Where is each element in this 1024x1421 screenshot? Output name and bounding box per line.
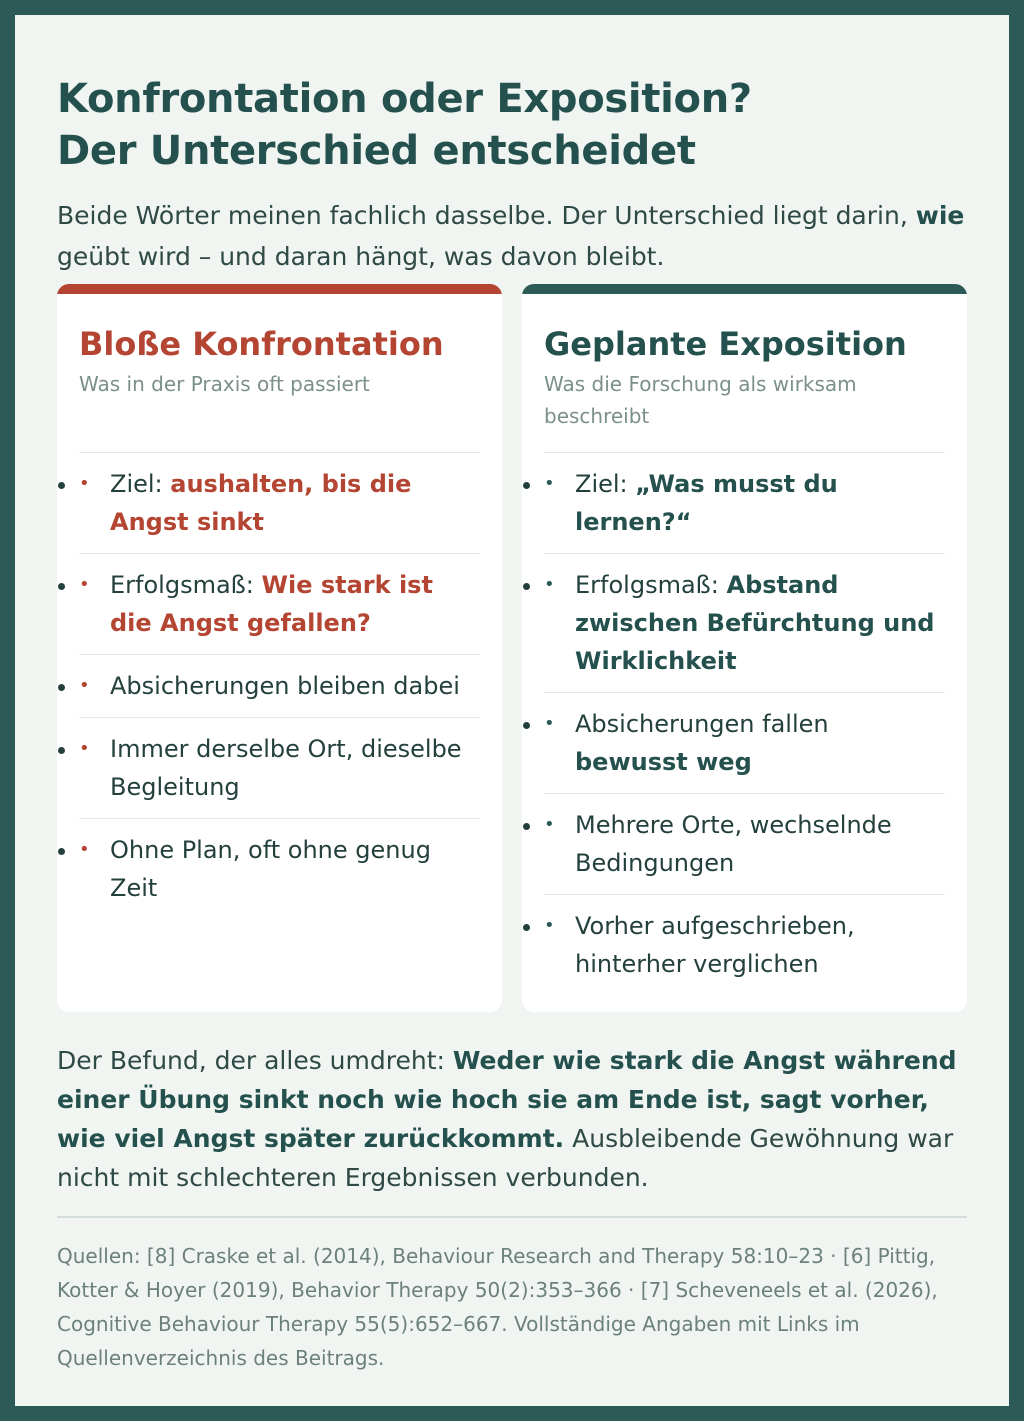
- list-item: [79, 553, 480, 654]
- list-item: [79, 818, 480, 919]
- title-line-2: Der Unterschied entscheidet: [57, 128, 696, 174]
- bullet-icon: • •: [79, 839, 90, 860]
- sources-text: Quellen: [8] Craske et al. (2014), Behaviour Research and Therapy 58:10–23 · [6] Pittig, Kotter & Hoyer (2019), Behavior Therapy 50(2):353–366 · [7] Scheveneels et al. (2026), Cognitive Behaviour Therapy 55(5):652–667. Vollständige Angaben mit Links im Quellenverzeichnis des Beitrags.: [57, 1244, 938, 1370]
- divider: [57, 1216, 967, 1218]
- bullet-icon: • •: [79, 574, 90, 595]
- item-emphasis: Wie stark ist die Angst gefallen?: [110, 571, 433, 637]
- comparison-list: [544, 452, 945, 995]
- intro-text: [57, 195, 977, 277]
- title-line-1: Konfrontation oder Exposition?: [57, 76, 752, 122]
- infographic-card: [15, 15, 1009, 1406]
- column-subtitle: Was die Forschung als wirksam beschreibt: [544, 372, 857, 428]
- list-item: [79, 654, 480, 717]
- column-exposition: [522, 284, 967, 1012]
- list-item: [544, 692, 945, 793]
- bullet-icon: • •: [79, 675, 90, 696]
- item-text: Absicherungen bleiben dabei: [110, 672, 460, 700]
- column-subtitle: Was in der Praxis oft passiert: [79, 372, 370, 396]
- page-title: [57, 73, 967, 177]
- column-title: Geplante Exposition: [544, 325, 907, 363]
- item-text: Ziel:: [575, 470, 636, 498]
- bullet-icon: • •: [544, 574, 555, 595]
- item-emphasis: „Was musst du lernen?“: [575, 470, 838, 536]
- bullet-icon: • •: [544, 915, 555, 936]
- item-emphasis: aushalten, bis die Angst sinkt: [110, 470, 412, 536]
- item-text: Ziel:: [110, 470, 171, 498]
- finding-text: [57, 1041, 977, 1197]
- bullet-icon: • •: [544, 713, 555, 734]
- bullet-icon: • •: [544, 814, 555, 835]
- column-title: Bloße Konfrontation: [79, 325, 444, 363]
- item-text: Erfolgsmaß:: [575, 571, 727, 599]
- list-item: [544, 793, 945, 894]
- item-text: Mehrere Orte, wechselnde Bedingungen: [575, 811, 892, 877]
- column-accent-bar: [57, 284, 502, 294]
- column-accent-bar: [522, 284, 967, 294]
- list-item: [79, 717, 480, 818]
- intro-part-1: Beide Wörter meinen fachlich dasselbe. Der Unterschied liegt darin,: [57, 201, 916, 230]
- item-emphasis: Abstand zwischen Befürchtung und Wirklichkeit: [575, 571, 935, 675]
- list-item: [79, 452, 480, 553]
- finding-emphasis: Weder wie stark die Angst während einer Übung sinkt noch wie hoch sie am Ende ist, sagt vorher, wie viel Angst später zurückkommt.: [57, 1046, 957, 1153]
- bullet-icon: • •: [544, 473, 555, 494]
- item-emphasis: bewusst weg: [575, 748, 752, 776]
- finding-part-2: Ausbleibende Gewöhnung war nicht mit schlechteren Ergebnissen verbunden.: [57, 1124, 954, 1192]
- list-item: [544, 553, 945, 692]
- bullet-icon: • •: [79, 473, 90, 494]
- item-text: Ohne Plan, oft ohne genug Zeit: [110, 836, 431, 902]
- list-item: [544, 894, 945, 995]
- intro-part-2: geübt wird – und daran hängt, was davon bleibt.: [57, 242, 665, 271]
- item-text: Erfolgsmaß:: [110, 571, 262, 599]
- intro-emphasis: wie: [915, 201, 965, 230]
- bullet-icon: • •: [79, 738, 90, 759]
- comparison-list: [79, 452, 480, 919]
- column-konfrontation: [57, 284, 502, 1012]
- item-text: Vorher aufgeschrieben, hinterher verglichen: [575, 912, 855, 978]
- finding-part-1: Der Befund, der alles umdreht:: [57, 1046, 453, 1075]
- item-text: Immer derselbe Ort, dieselbe Begleitung: [110, 735, 462, 801]
- item-text: Absicherungen fallen: [575, 710, 829, 738]
- list-item: [544, 452, 945, 553]
